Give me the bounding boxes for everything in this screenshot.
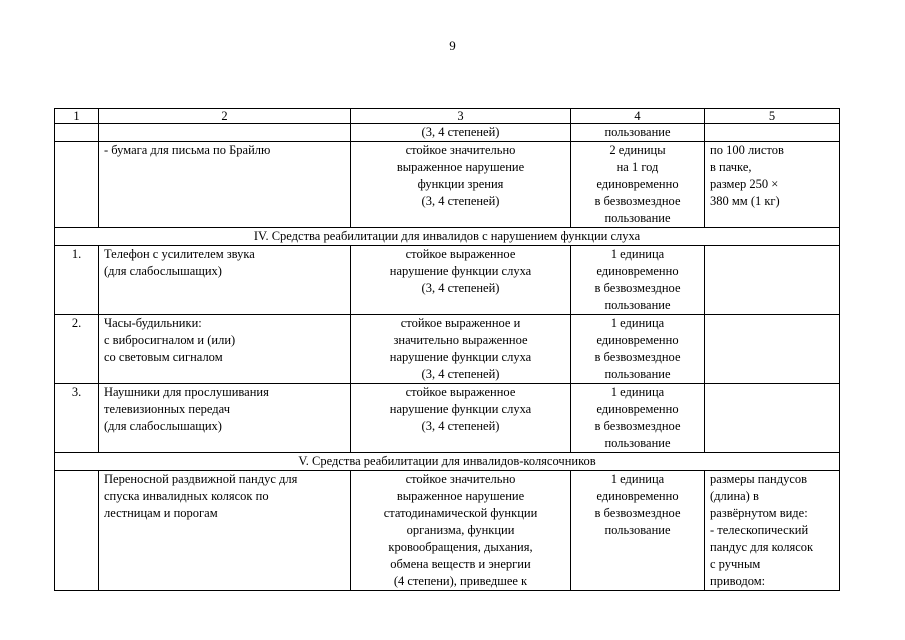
cell-line: единовременно [596,177,679,191]
cell-line: в безвозмездное [594,350,681,364]
cell-line: Наушники для прослушивания [104,385,269,399]
cell-note [705,124,840,142]
cell-line: 1 единица [610,247,665,261]
cell-quantity [571,384,705,453]
table-header-row [55,109,840,124]
table-row [55,384,840,453]
cell-quantity [571,142,705,228]
cell-line: единовременно [596,402,679,416]
cell-line: (3, 4 степеней) [421,281,500,295]
cell-line: развёрнутом виде: [710,506,808,520]
table-row [55,142,840,228]
cell-line: единовременно [596,264,679,278]
cell-name [99,471,351,591]
cell-line: 1 единица [610,472,665,486]
page-number: 9 [449,38,456,53]
cell-line: в безвозмездное [594,281,681,295]
table-row [55,471,840,591]
column-number-header: 4 [571,109,705,124]
cell-line: нарушение функции слуха [389,402,532,416]
cell-line: (3, 4 степеней) [421,125,500,139]
cell-line: с вибросигналом и (или) [104,333,236,347]
cell-line: - бумага для письма по Брайлю [104,143,271,157]
cell-line: нарушение функции слуха [389,350,532,364]
cell-line: в безвозмездное [594,194,681,208]
cell-quantity [571,315,705,384]
cell-line: значительно выраженное [393,333,528,347]
cell-line: (3, 4 степеней) [421,367,500,381]
cell-line: 380 мм (1 кг) [710,194,780,208]
cell-note [705,315,840,384]
cell-line: пользование [604,367,671,381]
cell-line: нарушение функции слуха [389,264,532,278]
cell-line: пандус для колясок [710,540,814,554]
cell-line: (для слабослышащих) [104,419,222,433]
cell-line: пользование [604,523,671,537]
cell-condition [351,246,571,315]
cell-number: 2. [55,315,99,384]
column-number-header: 1 [55,109,99,124]
cell-number [55,471,99,591]
column-number-header: 5 [705,109,840,124]
table-row [55,124,840,142]
cell-number: 1. [55,246,99,315]
cell-line: выраженное нарушение [396,489,525,503]
cell-line: (для слабослышащих) [104,264,222,278]
cell-line: 1 единица [610,385,665,399]
cell-note [705,142,840,228]
section-heading-hearing: IV. Средства реабилитации для инвалидов с нарушением функции слуха [55,228,840,246]
cell-quantity [571,246,705,315]
cell-line: стойкое выраженное и [400,316,521,330]
cell-name [99,124,351,142]
cell-line: телевизионных передач [104,402,230,416]
cell-line: статодинамической функции [383,506,538,520]
cell-line: лестницам и порогам [104,506,218,520]
cell-line: выраженное нарушение [396,160,525,174]
cell-line: пользование [604,211,671,225]
cell-name [99,384,351,453]
cell-number: 3. [55,384,99,453]
cell-line: по 100 листов [710,143,784,157]
cell-condition [351,315,571,384]
cell-number [55,142,99,228]
section-heading-row [55,453,840,471]
table-row [55,246,840,315]
cell-number [55,124,99,142]
cell-line: с ручным [710,557,761,571]
cell-line: пользование [604,298,671,312]
cell-condition [351,471,571,591]
cell-line: обмена веществ и энергии [390,557,531,571]
cell-line: 2 единицы [609,143,666,157]
cell-line: кровообращения, дыхания, [388,540,533,554]
cell-line: пользование [604,436,671,450]
cell-line: единовременно [596,333,679,347]
section-heading-row [55,228,840,246]
cell-line: со световым сигналом [104,350,223,364]
cell-line: в безвозмездное [594,419,681,433]
cell-line: Часы-будильники: [104,316,202,330]
cell-line: в пачке, [710,160,752,174]
cell-line: стойкое выраженное [405,385,516,399]
cell-line: (4 степени), приведшее к [393,574,528,588]
cell-name [99,142,351,228]
cell-line: пользование [604,125,671,139]
section-heading-wheelchair: V. Средства реабилитации для инвалидов-колясочников [55,453,840,471]
cell-line: стойкое значительно [405,472,516,486]
cell-line: размер 250 × [710,177,779,191]
cell-line: стойкое значительно [405,143,516,157]
cell-condition [351,384,571,453]
cell-name [99,315,351,384]
cell-line: (3, 4 степеней) [421,194,500,208]
table-row [55,315,840,384]
cell-line: Телефон с усилителем звука [104,247,255,261]
cell-line: единовременно [596,489,679,503]
column-number-header: 3 [351,109,571,124]
cell-line: 1 единица [610,316,665,330]
cell-line: функции зрения [417,177,504,191]
cell-line: стойкое выраженное [405,247,516,261]
cell-condition [351,124,571,142]
rehabilitation-means-table [54,108,840,591]
cell-line: Переносной раздвижной пандус для [104,472,298,486]
cell-line: (3, 4 степеней) [421,419,500,433]
cell-line: (длина) в [710,489,759,503]
cell-line: организма, функции [406,523,515,537]
cell-line: в безвозмездное [594,506,681,520]
cell-name [99,246,351,315]
cell-line: - телескопический [710,523,809,537]
cell-note [705,246,840,315]
cell-line: приводом: [710,574,766,588]
cell-line: на 1 год [616,160,659,174]
column-number-header: 2 [99,109,351,124]
cell-note [705,471,840,591]
cell-quantity [571,471,705,591]
cell-quantity [571,124,705,142]
cell-line: спуска инвалидных колясок по [104,489,269,503]
cell-condition [351,142,571,228]
cell-note [705,384,840,453]
cell-line: размеры пандусов [710,472,808,486]
